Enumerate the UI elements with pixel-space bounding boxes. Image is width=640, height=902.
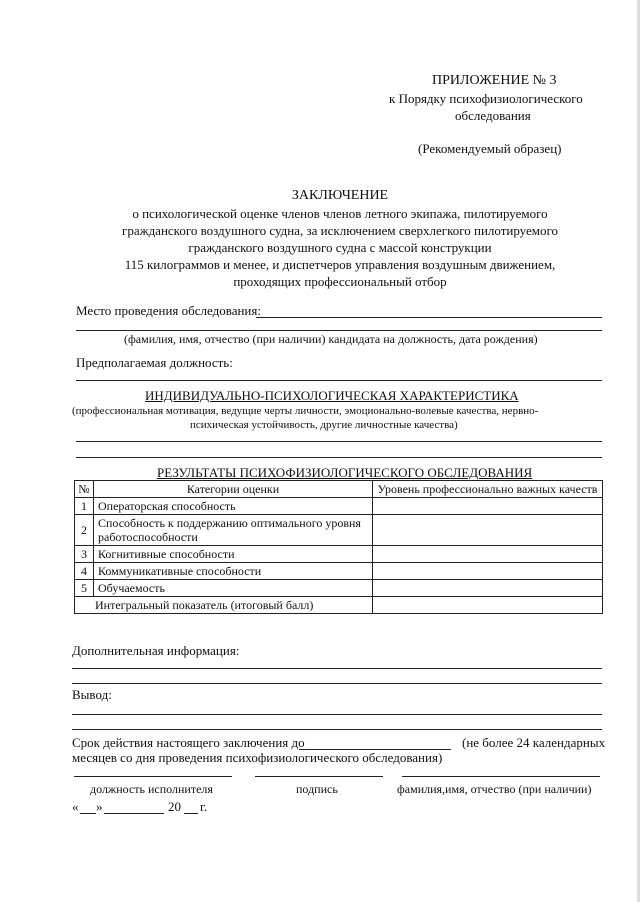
candidate-caption: (фамилия, имя, отчество (при наличии) кандидата на должность, дата рождения): [124, 332, 538, 346]
integral-label: Интегральный показатель (итоговый балл): [75, 597, 373, 614]
validity-line-2: месяцев со дня проведения психофизиологического обследования): [72, 750, 443, 765]
date-day-line[interactable]: [80, 813, 96, 814]
row-level-cell[interactable]: [373, 580, 603, 597]
header-category: Категории оценки: [94, 481, 373, 498]
row-level-cell[interactable]: [373, 515, 603, 546]
row-category: Способность к поддержанию оптимального уровня работоспособности: [94, 515, 373, 546]
appendix-line-3: обследования: [455, 108, 531, 123]
sample-label: (Рекомендуемый образец): [418, 141, 562, 156]
table-row: [75, 498, 603, 515]
row-num: 4: [75, 563, 94, 580]
date-close-quote: »: [96, 799, 103, 814]
row-level-cell[interactable]: [373, 546, 603, 563]
sig-name-line[interactable]: [402, 776, 600, 777]
date-year-line[interactable]: [184, 813, 198, 814]
results-table: [74, 480, 603, 614]
row-num: 5: [75, 580, 94, 597]
heading-line-4: 115 килограммов и менее, и диспетчеров управления воздушным движением,: [124, 257, 556, 272]
additional-label: Дополнительная информация:: [72, 643, 240, 658]
row-category: Когнитивные способности: [94, 546, 373, 563]
row-num: 1: [75, 498, 94, 515]
document-title: ЗАКЛЮЧЕНИЕ: [291, 188, 389, 203]
conclusion-input-line-1[interactable]: [72, 714, 602, 715]
results-title: РЕЗУЛЬТАТЫ ПСИХОФИЗИОЛОГИЧЕСКОГО ОБСЛЕДОВАНИЯ: [157, 465, 533, 480]
row-category: Операторская способность: [94, 498, 373, 515]
candidate-input-line[interactable]: [76, 330, 602, 331]
appendix-title: ПРИЛОЖЕНИЕ № 3: [432, 73, 557, 88]
additional-input-line-2[interactable]: [72, 683, 602, 684]
conclusion-label: Вывод:: [72, 687, 112, 702]
characteristic-input-line-1[interactable]: [76, 441, 602, 442]
table-row: [75, 563, 603, 580]
heading-line-2: гражданского воздушного судна, за исключением сверхлегкого пилотируемого: [121, 223, 559, 238]
header-level: Уровень профессионально важных качеств: [373, 481, 603, 498]
sig-signature-line[interactable]: [255, 776, 383, 777]
row-num: 3: [75, 546, 94, 563]
additional-input-line-1[interactable]: [72, 668, 602, 669]
date-year-suffix: г.: [200, 799, 208, 814]
validity-label: Срок действия настоящего заключения до: [72, 735, 305, 750]
characteristic-input-line-2[interactable]: [76, 457, 602, 458]
heading-line-5: проходящих профессиональный отбор: [233, 274, 447, 289]
place-input-line[interactable]: [256, 317, 602, 318]
table-row: [75, 546, 603, 563]
table-row: [75, 580, 603, 597]
table-row-integral: [75, 597, 603, 614]
row-category: Коммуникативные способности: [94, 563, 373, 580]
characteristic-title: ИНДИВИДУАЛЬНО-ПСИХОЛОГИЧЕСКАЯ ХАРАКТЕРИСТИКА: [145, 388, 519, 403]
position-input-line[interactable]: [76, 380, 602, 381]
row-level-cell[interactable]: [373, 563, 603, 580]
integral-value-cell[interactable]: [373, 597, 603, 614]
table-header-row: [75, 481, 603, 498]
date-open-quote: «: [72, 799, 79, 814]
position-label: Предполагаемая должность:: [76, 355, 233, 370]
sig-signature-caption: подпись: [296, 782, 338, 796]
sig-position-caption: должность исполнителя: [90, 782, 213, 796]
sig-name-caption: фамилия,имя, отчество (при наличии): [397, 782, 592, 796]
heading-line-3: гражданского воздушного судна с массой конструкции: [188, 240, 492, 255]
conclusion-input-line-2[interactable]: [72, 729, 602, 730]
validity-note: (не более 24 календарных: [462, 735, 606, 750]
header-num: №: [75, 481, 94, 498]
characteristic-caption-2: психическая устойчивость, другие личностные качества): [190, 419, 458, 431]
row-level-cell[interactable]: [373, 498, 603, 515]
sig-position-line[interactable]: [74, 776, 232, 777]
row-num: 2: [75, 515, 94, 546]
row-category: Обучаемость: [94, 580, 373, 597]
appendix-line-2: к Порядку психофизиологического: [389, 91, 583, 106]
date-year-prefix: 20: [168, 799, 181, 814]
table-row: [75, 515, 603, 546]
place-label: Место проведения обследования:: [76, 303, 261, 318]
characteristic-caption-1: (профессиональная мотивация, ведущие черты личности, эмоционально-волевые качества, нервно-: [72, 405, 539, 417]
date-month-line[interactable]: [104, 813, 164, 814]
heading-line-1: о психологической оценке членов членов летного экипажа, пилотируемого: [132, 206, 548, 221]
